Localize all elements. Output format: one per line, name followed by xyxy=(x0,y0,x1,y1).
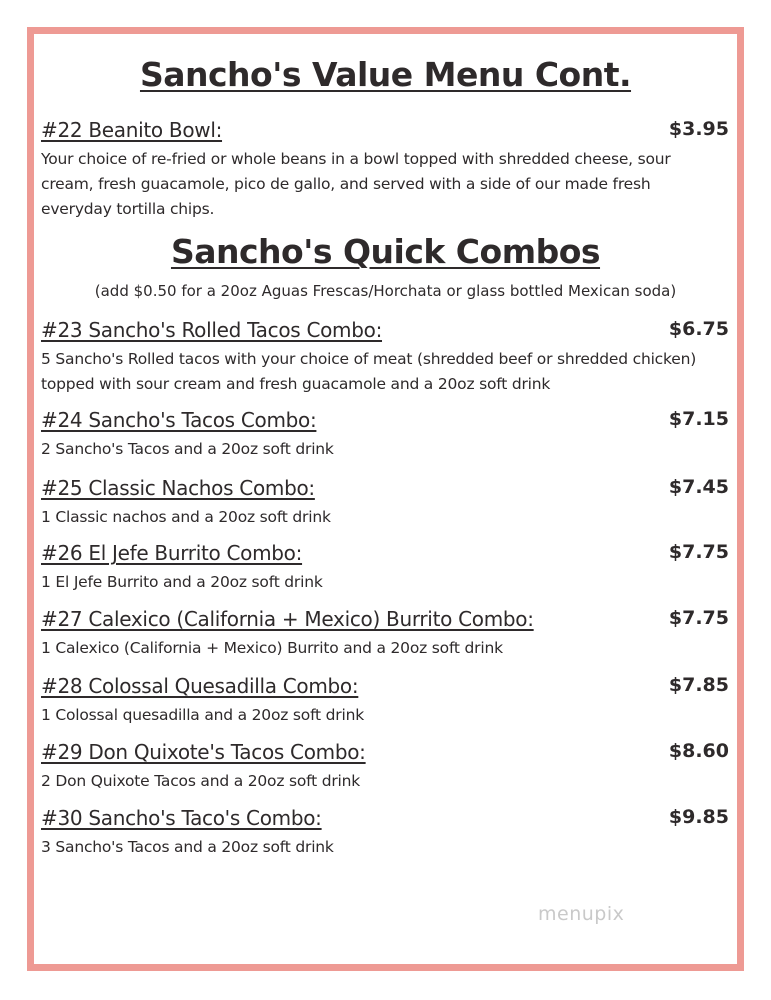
item-price: $7.75 xyxy=(668,541,729,563)
item-name: #26 El Jefe Burrito Combo: xyxy=(41,541,303,565)
item-description: 1 El Jefe Burrito and a 20oz soft drink xyxy=(41,573,323,591)
item-description: Your choice of re-fried or whole beans in a bowl topped with shredded cheese, sour cream, fresh guacamole, pico de gallo, and served with a side of our made fresh everyday tortilla chips. xyxy=(41,150,671,218)
item-name: #29 Don Quixote's Tacos Combo: xyxy=(41,740,366,764)
item-name: #23 Sancho's Rolled Tacos Combo: xyxy=(41,318,383,342)
watermark-logo: menupix xyxy=(538,903,625,925)
item-price: $8.60 xyxy=(668,740,729,762)
item-name: #25 Classic Nachos Combo: xyxy=(41,476,315,500)
section-note: (add $0.50 for a 20oz Aguas Frescas/Horchata or glass bottled Mexican soda) xyxy=(94,282,677,300)
item-description: 1 Classic nachos and a 20oz soft drink xyxy=(41,508,331,526)
item-price: $7.75 xyxy=(668,607,729,629)
item-name: #22 Beanito Bowl: xyxy=(41,118,223,142)
item-price: $7.45 xyxy=(668,476,729,498)
item-price: $7.85 xyxy=(668,674,729,696)
item-description: 1 Calexico (California + Mexico) Burrito and a 20oz soft drink xyxy=(41,639,503,657)
item-description: 1 Colossal quesadilla and a 20oz soft drink xyxy=(41,706,364,724)
item-description: 2 Don Quixote Tacos and a 20oz soft drink xyxy=(41,772,361,790)
item-price: $6.75 xyxy=(668,318,729,340)
item-name: #28 Colossal Quesadilla Combo: xyxy=(41,674,359,698)
section-title-quick-combos: Sancho's Quick Combos xyxy=(170,232,601,271)
item-price: $7.15 xyxy=(668,408,729,430)
item-price: $9.85 xyxy=(668,806,729,828)
page-title: Sancho's Value Menu Cont. xyxy=(139,55,632,94)
item-description: 5 Sancho's Rolled tacos with your choice of meat (shredded beef or shredded chicken) topped with sour cream and fresh guacamole and a 20oz soft drink xyxy=(41,350,697,393)
item-description: 3 Sancho's Tacos and a 20oz soft drink xyxy=(41,838,334,856)
item-price: $3.95 xyxy=(668,118,729,140)
item-name: #30 Sancho's Taco's Combo: xyxy=(41,806,322,830)
item-name: #27 Calexico (California + Mexico) Burrito Combo: xyxy=(41,607,534,631)
item-name: #24 Sancho's Tacos Combo: xyxy=(41,408,317,432)
item-description: 2 Sancho's Tacos and a 20oz soft drink xyxy=(41,440,334,458)
